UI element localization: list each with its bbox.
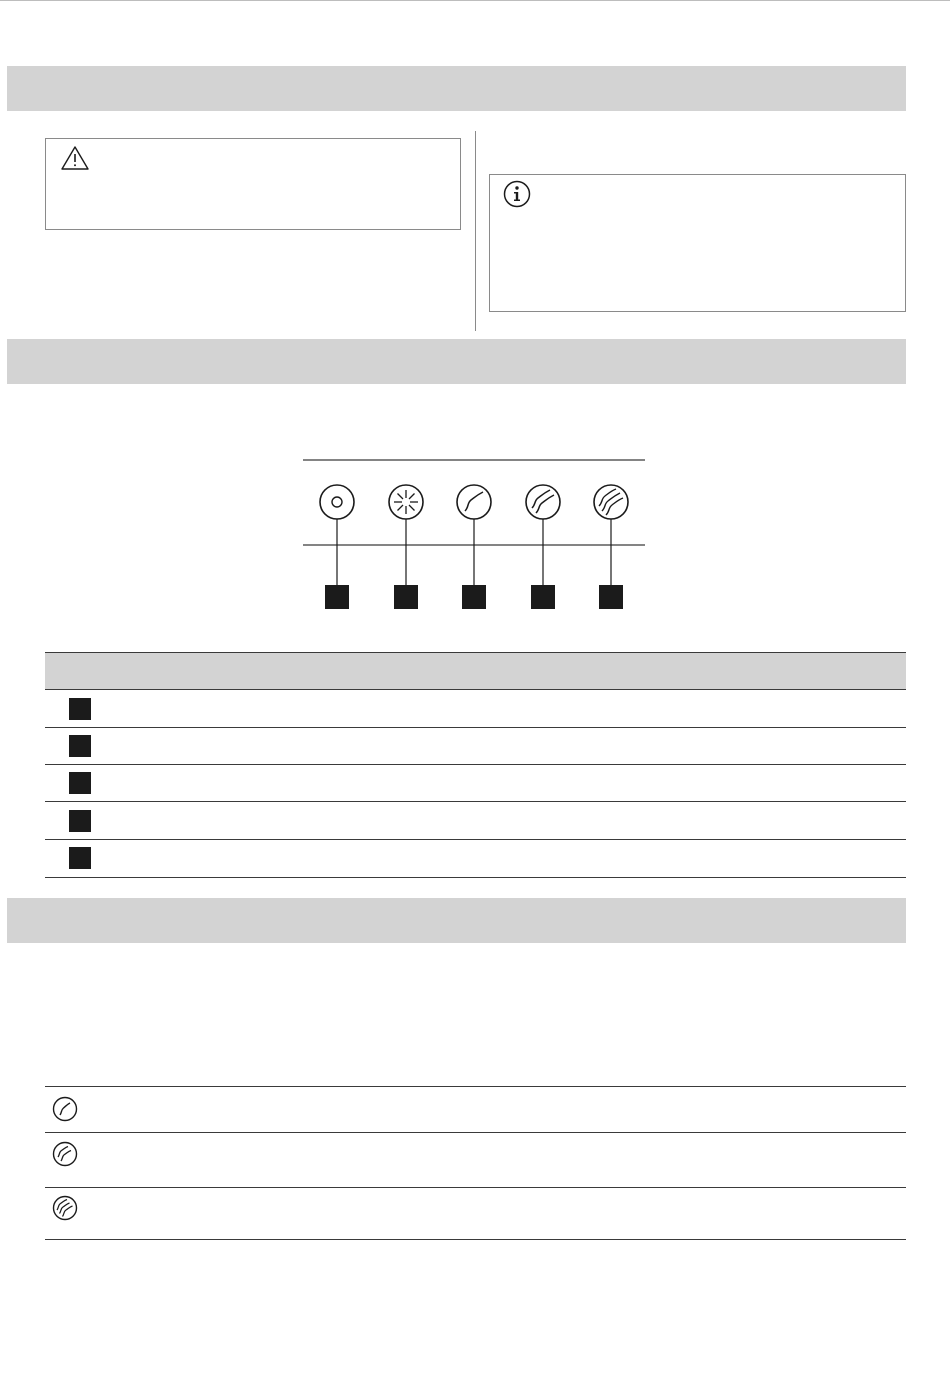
heat-level-1-icon <box>52 1096 78 1127</box>
table-row <box>45 728 906 765</box>
table-row <box>45 802 906 839</box>
row-marker <box>69 810 91 832</box>
heat-level-3-icon <box>52 1195 78 1226</box>
table-row <box>45 840 906 877</box>
callout-marker <box>462 585 486 609</box>
warning-box <box>45 138 461 230</box>
heat-level-2-icon <box>526 485 560 519</box>
table-rule <box>45 877 906 878</box>
table-row <box>45 1188 906 1239</box>
row-marker <box>69 847 91 869</box>
table-row <box>45 1087 906 1132</box>
info-icon <box>502 179 532 214</box>
row-marker <box>69 735 91 757</box>
page-top-rule <box>0 0 950 1</box>
control-panel-diagram <box>303 459 645 611</box>
warning-triangle-icon <box>60 145 90 176</box>
callout-marker <box>599 585 623 609</box>
callout-marker <box>394 585 418 609</box>
row-marker <box>69 772 91 794</box>
heat-level-3-icon <box>594 485 628 519</box>
info-box <box>489 174 906 312</box>
table-row <box>45 690 906 727</box>
row-marker <box>69 698 91 720</box>
cooktop-zone-icon <box>320 485 354 519</box>
parts-table-header <box>45 652 906 689</box>
table-rule <box>45 1239 906 1240</box>
section-header-3 <box>7 898 906 943</box>
column-divider <box>475 131 476 331</box>
table-row <box>45 765 906 802</box>
heat-level-1-icon <box>457 485 491 519</box>
section-header-1 <box>7 66 906 111</box>
table-row <box>45 1133 906 1187</box>
callout-marker <box>325 585 349 609</box>
callout-marker <box>531 585 555 609</box>
heat-level-2-icon <box>52 1141 78 1172</box>
section-header-2 <box>7 339 906 384</box>
heat-spreader-icon <box>389 485 423 519</box>
